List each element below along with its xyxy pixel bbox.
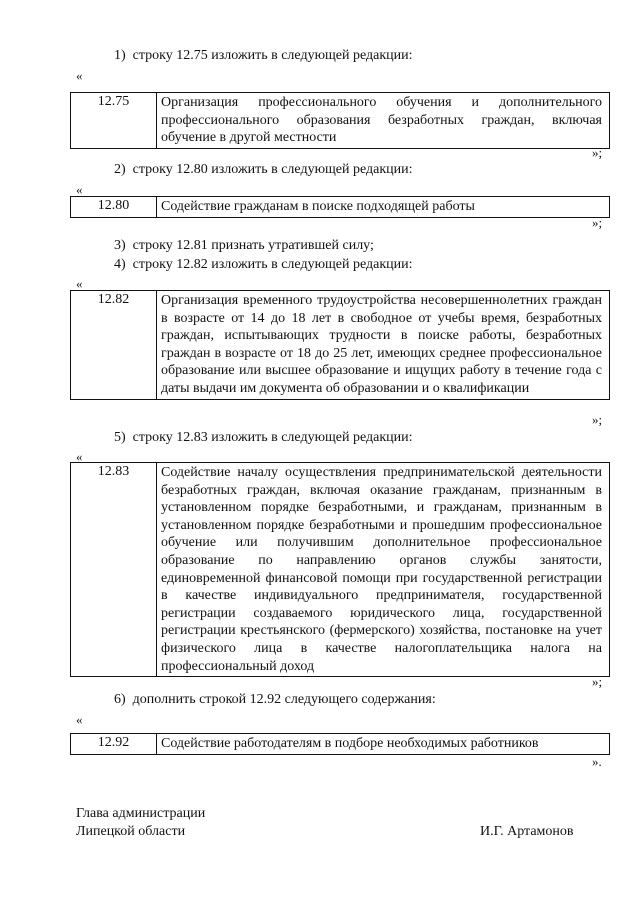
row-table-12-82 <box>70 290 610 400</box>
item-number: 6) <box>114 692 126 707</box>
item-text: дополнить строкой 12.92 следующего содержания: <box>132 692 436 707</box>
row-code: 12.82 <box>71 291 157 400</box>
row-code: 12.83 <box>71 463 157 677</box>
item-text: строку 12.82 изложить в следующей редакции: <box>132 257 413 272</box>
quote-open-1: « <box>76 68 83 83</box>
quote-open-5: « <box>76 712 83 727</box>
table-row <box>71 291 610 400</box>
table-row <box>71 197 610 218</box>
quote-close-5: ». <box>592 754 602 769</box>
row-text: Организация профессионального обучения и дополнительного профессионального образования безработных граждан, включая обучение в другой местности <box>157 93 610 149</box>
item-number: 1) <box>114 48 126 63</box>
quote-close-2: »; <box>592 215 603 230</box>
row-code: 12.75 <box>71 93 157 149</box>
amendment-item-1 <box>114 48 413 64</box>
table-row <box>71 734 610 755</box>
row-text: Содействие гражданам в поиске подходящей работы <box>157 197 610 218</box>
quote-open-2: « <box>76 182 83 197</box>
signature-position-line1: Глава администрации <box>76 806 206 821</box>
item-text: строку 12.80 изложить в следующей редакции: <box>132 162 413 177</box>
item-text: строку 12.75 изложить в следующей редакции: <box>132 48 413 63</box>
item-number: 4) <box>114 257 126 272</box>
item-text: строку 12.83 изложить в следующей редакции: <box>132 430 413 445</box>
quote-close-3: »; <box>592 412 603 427</box>
quote-close-1: »; <box>592 145 603 160</box>
item-number: 5) <box>114 430 126 445</box>
amendment-item-2 <box>114 162 413 178</box>
table-row <box>71 93 610 149</box>
signature-name: И.Г. Артамонов <box>480 824 574 839</box>
table-row <box>71 463 610 677</box>
amendment-item-6 <box>114 692 436 708</box>
quote-open-3: « <box>76 276 83 291</box>
item-number: 2) <box>114 162 126 177</box>
row-table-12-92 <box>70 733 610 755</box>
row-text: Содействие началу осуществления предпринимательской деятельности безработных граждан, включая оказание гражданам, признанным в установленном порядке безработными, и гражданам, признанным в установленном порядке безработными и прошедшим профессиональное обучение или получившим дополнительное профессиональное образование по направлению органов службы занятости, единовременной финансовой помощи при государственной регистрации в качестве индивидуального предпринимателя, государственной регистрации создаваемого юридического лица, государственной регистрации крестьянского (фермерского) хозяйства, постановке на учет физического лица в качестве налогоплательщика налога на профессиональный доход <box>157 463 610 677</box>
row-text: Организация временного трудоустройства несовершеннолетних граждан в возрасте от 14 до 18 лет в свободное от учебы время, безработных граждан, испытывающих трудности в поиске работы, безработных граждан в возрасте от 18 до 25 лет, имеющих среднее профессиональное образование или высшее образование и ищущих работу в течение года с даты выдачи им документа об образовании и о квалификации <box>157 291 610 400</box>
quote-close-4: »; <box>592 674 603 689</box>
item-text: строку 12.81 признать утратившей силу; <box>132 238 374 253</box>
amendment-item-4 <box>114 257 413 273</box>
row-code: 12.92 <box>71 734 157 755</box>
signature-position-line2: Липецкой области <box>76 824 186 839</box>
row-code: 12.80 <box>71 197 157 218</box>
amendment-item-3 <box>114 238 374 254</box>
quote-open-4: « <box>76 449 83 464</box>
item-number: 3) <box>114 238 126 253</box>
row-table-12-83 <box>70 462 610 677</box>
row-text: Содействие работодателям в подборе необходимых работников <box>157 734 610 755</box>
amendment-item-5 <box>114 430 413 446</box>
row-table-12-75 <box>70 92 610 149</box>
row-table-12-80 <box>70 196 610 218</box>
